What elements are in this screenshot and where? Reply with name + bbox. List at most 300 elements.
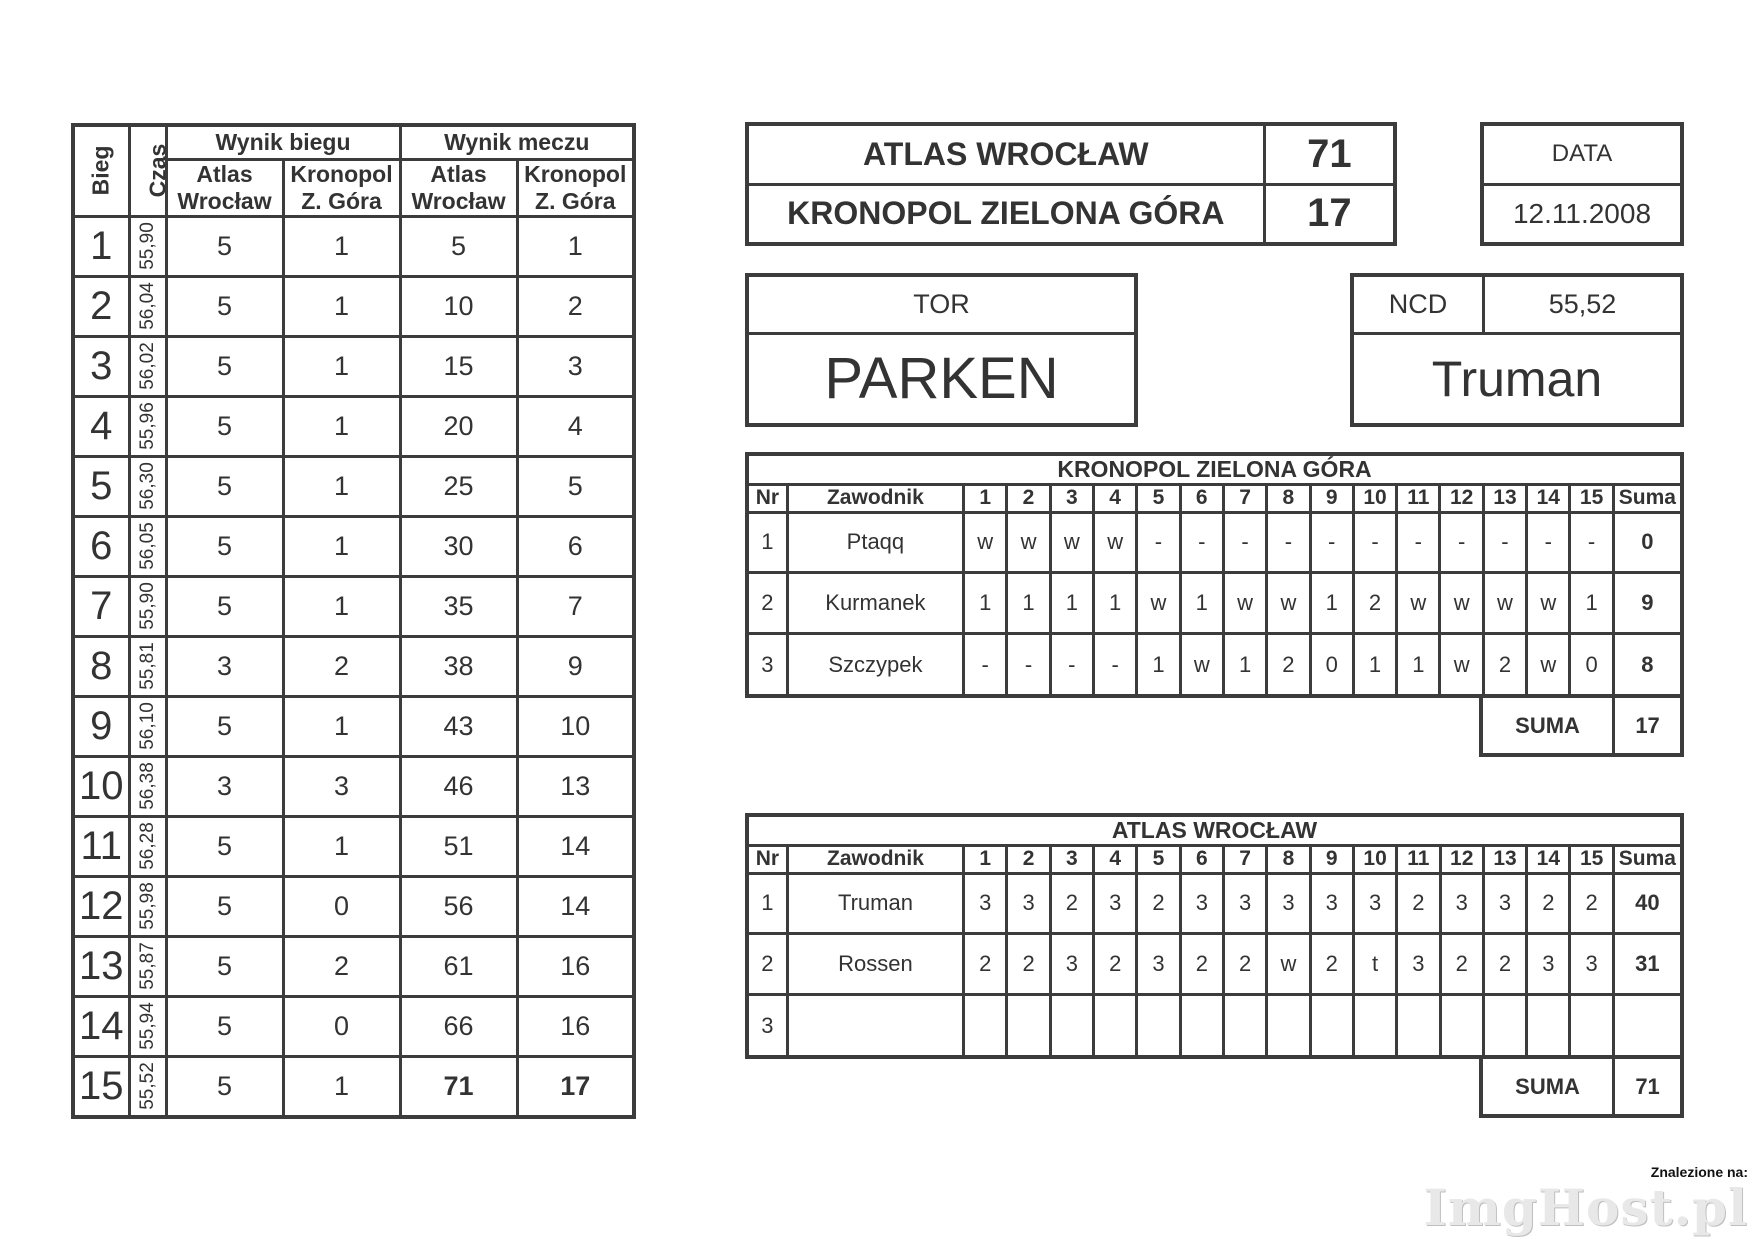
heat-time-cell [129, 276, 166, 336]
kronopol-total-box [1479, 694, 1684, 757]
track-value: PARKEN [747, 333, 1136, 425]
heat-number: 1 [73, 216, 129, 276]
heat-header: 3 [1050, 845, 1093, 873]
home-team-score: 71 [1264, 124, 1395, 184]
rider-heat-score: 3 [1050, 934, 1093, 995]
atlas-riders-table [745, 813, 1684, 1059]
heat-number: 15 [73, 1056, 129, 1117]
heat-time: 55,90 [136, 222, 158, 270]
heat-score-kronopol: 1 [283, 276, 400, 336]
heat-row [73, 636, 634, 696]
match-team-b-header: Kronopol Z. Góra [517, 159, 634, 216]
match-score-kronopol: 3 [517, 336, 634, 396]
match-score-kronopol: 7 [517, 576, 634, 636]
rider-heat-score: w [1527, 634, 1570, 696]
kronopol-header-row [747, 484, 1682, 512]
heat-number: 10 [73, 756, 129, 816]
track-box [745, 273, 1138, 427]
heat-row [73, 456, 634, 516]
heat-score-atlas: 5 [166, 456, 283, 516]
heat-time-cell [129, 216, 166, 276]
heat-time-cell [129, 576, 166, 636]
heat-score-atlas: 5 [166, 1056, 283, 1117]
ncd-box [1350, 273, 1684, 427]
match-score-atlas: 43 [400, 696, 517, 756]
rider-heat-score: w [1483, 573, 1526, 634]
match-score-kronopol: 17 [517, 1056, 634, 1117]
match-score-kronopol: 14 [517, 876, 634, 936]
rider-heat-score: 2 [1050, 873, 1093, 934]
sum-header: Suma [1613, 845, 1682, 873]
rider-nr: 1 [747, 512, 787, 573]
heat-score-atlas: 5 [166, 816, 283, 876]
rider-heat-score: 2 [1137, 873, 1180, 934]
heat-header: 1 [964, 484, 1007, 512]
heat-number: 12 [73, 876, 129, 936]
rider-heat-score [1397, 995, 1440, 1057]
heat-time-cell [129, 876, 166, 936]
heat-number: 3 [73, 336, 129, 396]
date-box [1480, 122, 1684, 246]
heat-number: 4 [73, 396, 129, 456]
match-score-atlas: 46 [400, 756, 517, 816]
heat-header: 14 [1527, 845, 1570, 873]
heat-header: 4 [1093, 484, 1136, 512]
rider-heat-score: - [1267, 512, 1310, 573]
heat-header: 10 [1353, 845, 1396, 873]
rider-heat-score: 3 [1397, 934, 1440, 995]
match-score-kronopol: 13 [517, 756, 634, 816]
heat-score-kronopol: 1 [283, 816, 400, 876]
kronopol-total-label: SUMA [1481, 696, 1614, 755]
match-score-atlas: 56 [400, 876, 517, 936]
rider-heat-score: w [1093, 512, 1136, 573]
away-team-name: KRONOPOL ZIELONA GÓRA [747, 184, 1264, 244]
heat-score-kronopol: 2 [283, 636, 400, 696]
heat-time-cell [129, 816, 166, 876]
rider-name: Rossen [787, 934, 963, 995]
heat-results-table [71, 123, 636, 1119]
heat-time-cell [129, 936, 166, 996]
rider-heat-score: 1 [1050, 573, 1093, 634]
heat-score-atlas: 5 [166, 696, 283, 756]
watermark-label: Znalezione na: [1650, 1164, 1748, 1180]
heat-header: 2 [1007, 845, 1050, 873]
rider-heat-score: 2 [1267, 634, 1310, 696]
heat-team-a-header: Atlas Wrocław [166, 159, 283, 216]
rider-name: Szczypek [787, 634, 963, 696]
match-score-kronopol: 2 [517, 276, 634, 336]
rider-heat-score [1223, 995, 1266, 1057]
match-score-atlas: 5 [400, 216, 517, 276]
rider-heat-score: - [1050, 634, 1093, 696]
heat-score-atlas: 3 [166, 756, 283, 816]
rider-heat-score [1094, 995, 1137, 1057]
rider-name: Kurmanek [787, 573, 963, 634]
heat-number: 7 [73, 576, 129, 636]
heat-score-atlas: 5 [166, 336, 283, 396]
rider-heat-score: 1 [1180, 573, 1223, 634]
rider-heat-score: 2 [1223, 934, 1266, 995]
heat-score-kronopol: 0 [283, 996, 400, 1056]
heat-number: 8 [73, 636, 129, 696]
rider-row [747, 512, 1682, 573]
heat-number: 6 [73, 516, 129, 576]
heat-score-atlas: 5 [166, 216, 283, 276]
rider-header: Zawodnik [787, 484, 963, 512]
heat-time: 55,90 [136, 582, 158, 630]
rider-heat-score: - [1353, 512, 1396, 573]
match-score-kronopol: 5 [517, 456, 634, 516]
rider-heat-score: - [1310, 512, 1353, 573]
heat-time-cell [129, 456, 166, 516]
rider-heat-score [1267, 995, 1310, 1057]
rider-heat-score: w [1267, 573, 1310, 634]
atlas-team-title: ATLAS WROCŁAW [747, 815, 1682, 845]
rider-heat-score: - [1570, 512, 1613, 573]
heat-score-atlas: 5 [166, 396, 283, 456]
heat-score-kronopol: 1 [283, 336, 400, 396]
heat-time: 56,30 [136, 462, 158, 510]
heat-header: 10 [1353, 484, 1396, 512]
heat-header: 6 [1180, 484, 1223, 512]
rider-heat-score: - [1007, 634, 1050, 696]
heat-number: 11 [73, 816, 129, 876]
heat-time-cell [129, 636, 166, 696]
rider-heat-score [1483, 995, 1526, 1057]
rider-heat-score: 3 [964, 873, 1007, 934]
rider-heat-score [1310, 995, 1353, 1057]
rider-heat-score: 2 [1094, 934, 1137, 995]
rider-heat-score: 1 [1397, 634, 1440, 696]
rider-heat-score: w [1180, 634, 1223, 696]
heat-score-kronopol: 1 [283, 456, 400, 516]
heat-header: 4 [1094, 845, 1137, 873]
rider-heat-score: 2 [1310, 934, 1353, 995]
rider-heat-score: 3 [1137, 934, 1180, 995]
rider-nr: 3 [747, 995, 787, 1057]
rider-sum [1613, 995, 1682, 1057]
heat-time-cell [129, 996, 166, 1056]
heat-score-atlas: 5 [166, 516, 283, 576]
rider-heat-score [1137, 995, 1180, 1057]
match-score-kronopol: 16 [517, 936, 634, 996]
heat-header: 13 [1483, 845, 1526, 873]
rider-sum: 40 [1613, 873, 1682, 934]
rider-heat-score: 2 [1483, 634, 1526, 696]
heat-time-cell [129, 696, 166, 756]
rider-header: Zawodnik [787, 845, 963, 873]
nr-header: Nr [747, 484, 787, 512]
rider-heat-score: 3 [1223, 873, 1266, 934]
rider-heat-score [1440, 995, 1483, 1057]
rider-heat-score [1007, 995, 1050, 1057]
match-score-kronopol: 10 [517, 696, 634, 756]
rider-heat-score: 1 [1570, 573, 1613, 634]
rider-row [747, 873, 1682, 934]
rider-nr: 1 [747, 873, 787, 934]
match-team-a-header: Atlas Wrocław [400, 159, 517, 216]
rider-row [747, 934, 1682, 995]
ncd-time: 55,52 [1484, 275, 1682, 333]
watermark-logo: ImgHost.pl [1423, 1178, 1748, 1237]
heat-score-atlas: 5 [166, 936, 283, 996]
rider-heat-score: 1 [1007, 573, 1050, 634]
heat-row [73, 216, 634, 276]
rider-heat-score: - [964, 634, 1007, 696]
match-score-kronopol: 4 [517, 396, 634, 456]
rider-heat-score: 2 [1527, 873, 1570, 934]
rider-heat-score: 2 [1353, 573, 1396, 634]
away-team-score: 17 [1264, 184, 1395, 244]
atlas-total-value: 71 [1614, 1057, 1682, 1116]
heat-number: 13 [73, 936, 129, 996]
rider-sum: 9 [1613, 573, 1682, 634]
heat-time: 55,87 [136, 942, 158, 990]
match-score-atlas: 38 [400, 636, 517, 696]
heat-time-cell [129, 1056, 166, 1117]
heat-score-atlas: 5 [166, 876, 283, 936]
heat-row [73, 876, 634, 936]
heat-score-kronopol: 1 [283, 576, 400, 636]
heat-header: 14 [1527, 484, 1570, 512]
rider-heat-score: 1 [1093, 573, 1136, 634]
rider-heat-score [1353, 995, 1396, 1057]
heat-row [73, 336, 634, 396]
match-score-kronopol: 6 [517, 516, 634, 576]
rider-heat-score: w [1137, 573, 1180, 634]
match-score-kronopol: 9 [517, 636, 634, 696]
rider-heat-score: - [1440, 512, 1483, 573]
heat-score-atlas: 3 [166, 636, 283, 696]
rider-heat-score: w [1527, 573, 1570, 634]
rider-name: Ptaqq [787, 512, 963, 573]
heat-time-cell [129, 336, 166, 396]
atlas-total-box [1479, 1055, 1684, 1118]
heat-header: 3 [1050, 484, 1093, 512]
heat-header: 11 [1397, 845, 1440, 873]
rider-heat-score: w [1397, 573, 1440, 634]
heat-row [73, 576, 634, 636]
heat-score-kronopol: 0 [283, 876, 400, 936]
rider-heat-score: 2 [1007, 934, 1050, 995]
heat-header: 2 [1007, 484, 1050, 512]
rider-heat-score [1180, 995, 1223, 1057]
heat-header: 12 [1440, 484, 1483, 512]
match-score-kronopol: 14 [517, 816, 634, 876]
heat-number: 2 [73, 276, 129, 336]
match-score-kronopol: 1 [517, 216, 634, 276]
rider-row [747, 634, 1682, 696]
heat-row [73, 756, 634, 816]
heat-header: 1 [964, 845, 1007, 873]
rider-heat-score: w [964, 512, 1007, 573]
rider-heat-score [964, 995, 1007, 1057]
heat-row [73, 696, 634, 756]
heat-score-atlas: 5 [166, 576, 283, 636]
match-result-group-header: Wynik meczu [400, 125, 634, 159]
rider-heat-score: w [1440, 573, 1483, 634]
nr-header: Nr [747, 845, 787, 873]
heat-row [73, 1056, 634, 1117]
rider-heat-score: 3 [1570, 934, 1613, 995]
rider-name: Truman [787, 873, 963, 934]
heat-score-kronopol: 3 [283, 756, 400, 816]
rider-nr: 2 [747, 934, 787, 995]
heat-time: 56,02 [136, 342, 158, 390]
match-score-atlas: 66 [400, 996, 517, 1056]
rider-heat-score: 3 [1007, 873, 1050, 934]
heat-number: 9 [73, 696, 129, 756]
time-column-header: Czas [129, 125, 166, 216]
rider-heat-score: - [1527, 512, 1570, 573]
date-label: DATA [1482, 124, 1682, 184]
heat-score-kronopol: 1 [283, 516, 400, 576]
match-score-atlas: 20 [400, 396, 517, 456]
atlas-header-row [747, 845, 1682, 873]
heat-row [73, 516, 634, 576]
rider-heat-score: 3 [1310, 873, 1353, 934]
rider-sum: 8 [1613, 634, 1682, 696]
match-score-atlas: 51 [400, 816, 517, 876]
match-score-atlas: 71 [400, 1056, 517, 1117]
heat-row [73, 816, 634, 876]
kronopol-team-title: KRONOPOL ZIELONA GÓRA [747, 454, 1682, 484]
heat-header: 7 [1223, 484, 1266, 512]
rider-heat-score: 3 [1094, 873, 1137, 934]
heat-score-kronopol: 2 [283, 936, 400, 996]
heat-row [73, 276, 634, 336]
heat-time: 55,52 [136, 1062, 158, 1111]
heat-header: 7 [1223, 845, 1266, 873]
match-score-atlas: 25 [400, 456, 517, 516]
rider-heat-score: 3 [1527, 934, 1570, 995]
match-score-atlas: 15 [400, 336, 517, 396]
rider-heat-score: 2 [1397, 873, 1440, 934]
heat-result-group-header: Wynik biegu [166, 125, 400, 159]
rider-heat-score [1527, 995, 1570, 1057]
rider-heat-score: 1 [964, 573, 1007, 634]
heat-header: 15 [1570, 845, 1613, 873]
rider-sum: 31 [1613, 934, 1682, 995]
rider-heat-score: 0 [1570, 634, 1613, 696]
rider-heat-score: w [1223, 573, 1266, 634]
heat-time: 55,94 [136, 1002, 158, 1050]
rider-row [747, 573, 1682, 634]
ncd-label: NCD [1352, 275, 1484, 333]
home-team-name: ATLAS WROCŁAW [747, 124, 1264, 184]
rider-heat-score: t [1353, 934, 1396, 995]
heat-header: 13 [1483, 484, 1526, 512]
rider-heat-score: 3 [1483, 873, 1526, 934]
match-score-box [745, 122, 1397, 246]
atlas-title-row [747, 815, 1682, 845]
heat-row [73, 396, 634, 456]
rider-heat-score: 3 [1353, 873, 1396, 934]
heat-row [73, 936, 634, 996]
heat-time: 56,38 [136, 762, 158, 810]
rider-heat-score: 2 [1483, 934, 1526, 995]
heat-score-kronopol: 1 [283, 1056, 400, 1117]
heat-column-header: Bieg [73, 125, 129, 216]
heat-header: 8 [1267, 845, 1310, 873]
rider-heat-score: 2 [1570, 873, 1613, 934]
heat-number: 14 [73, 996, 129, 1056]
rider-heat-score: - [1180, 512, 1223, 573]
kronopol-title-row [747, 454, 1682, 484]
rider-heat-score: w [1050, 512, 1093, 573]
rider-heat-score: 1 [1310, 573, 1353, 634]
heat-number: 5 [73, 456, 129, 516]
heat-time: 56,10 [136, 702, 158, 750]
ncd-rider: Truman [1352, 333, 1682, 425]
heat-header: 8 [1267, 484, 1310, 512]
heat-header: 9 [1310, 845, 1353, 873]
heat-time-cell [129, 396, 166, 456]
rider-heat-score: 1 [1353, 634, 1396, 696]
heat-time: 55,96 [136, 402, 158, 450]
rider-heat-score: 1 [1223, 634, 1266, 696]
heat-time: 55,98 [136, 882, 158, 930]
sum-header: Suma [1613, 484, 1682, 512]
kronopol-total-value: 17 [1614, 696, 1682, 755]
rider-heat-score: 3 [1440, 873, 1483, 934]
atlas-total-label: SUMA [1481, 1057, 1614, 1116]
heat-time-cell [129, 756, 166, 816]
rider-heat-score: w [1007, 512, 1050, 573]
heat-row [73, 996, 634, 1056]
rider-heat-score: 2 [1180, 934, 1223, 995]
rider-row [747, 995, 1682, 1057]
rider-heat-score: 1 [1137, 634, 1180, 696]
rider-heat-score [1050, 995, 1093, 1057]
match-score-atlas: 30 [400, 516, 517, 576]
rider-heat-score: - [1137, 512, 1180, 573]
rider-nr: 3 [747, 634, 787, 696]
rider-name [787, 995, 963, 1057]
match-score-atlas: 35 [400, 576, 517, 636]
kronopol-riders-table [745, 452, 1684, 698]
rider-heat-score: 2 [1440, 934, 1483, 995]
match-score-atlas: 61 [400, 936, 517, 996]
heat-score-kronopol: 1 [283, 396, 400, 456]
heat-header: 15 [1570, 484, 1613, 512]
heat-time: 56,04 [136, 282, 158, 330]
heat-header: 9 [1310, 484, 1353, 512]
rider-heat-score: 3 [1267, 873, 1310, 934]
rider-heat-score: - [1223, 512, 1266, 573]
heat-team-b-header: Kronopol Z. Góra [283, 159, 400, 216]
heat-score-atlas: 5 [166, 996, 283, 1056]
rider-heat-score: 0 [1310, 634, 1353, 696]
rider-sum: 0 [1613, 512, 1682, 573]
heat-header: 5 [1137, 845, 1180, 873]
rider-heat-score: w [1440, 634, 1483, 696]
heat-header: 6 [1180, 845, 1223, 873]
rider-heat-score: w [1267, 934, 1310, 995]
match-score-atlas: 10 [400, 276, 517, 336]
rider-nr: 2 [747, 573, 787, 634]
match-score-kronopol: 16 [517, 996, 634, 1056]
heat-time: 56,28 [136, 822, 158, 870]
rider-heat-score: 2 [964, 934, 1007, 995]
rider-heat-score: 3 [1180, 873, 1223, 934]
heat-time-cell [129, 516, 166, 576]
heat-time: 55,81 [136, 642, 158, 690]
rider-heat-score: - [1093, 634, 1136, 696]
heat-header: 5 [1137, 484, 1180, 512]
heat-time: 56,05 [136, 522, 158, 570]
